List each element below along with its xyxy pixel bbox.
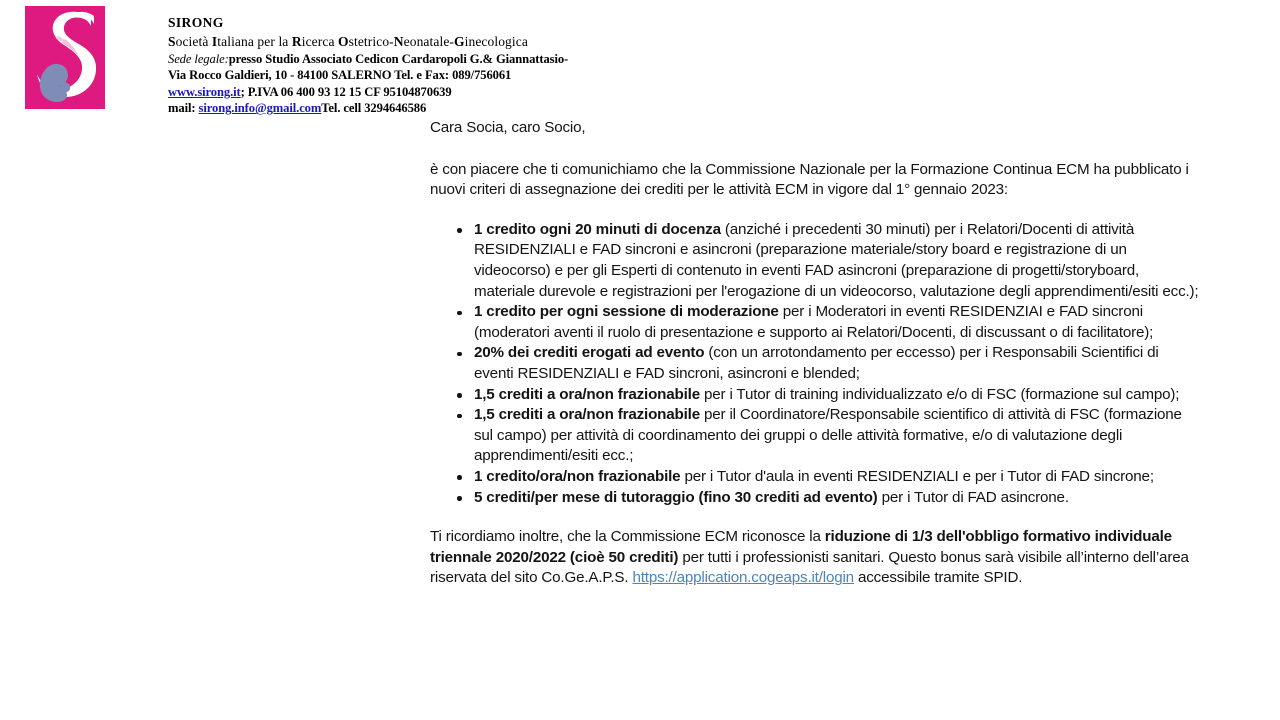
criteria-item [430,343,1202,384]
ecm-criteria-list [430,220,1202,508]
organization-details [168,14,728,117]
org-initial-10: G [454,33,465,49]
criteria-item [430,405,1202,467]
closing-text-before: Ti ricordiamo inoltre, che la Commissione ECM riconosce la [430,528,825,546]
criteria-detail: per i Tutor di training individualizzato e/o di FSC (formazione sul campo); [699,385,1180,403]
legal-seat-value: presso Studio Associato Cedicon Cardaropoli G.& Giannattasio- [228,52,569,67]
org-fullname [168,33,728,51]
org-legal-address [168,51,728,67]
org-acronym: SIRONG [168,15,224,30]
org-initial-8: N [393,33,404,49]
org-initial-0: S [168,33,176,49]
criteria-detail: per i Tutor d'aula in eventi RESIDENZIALI e per i Tutor di FAD sincrone; [680,467,1154,485]
org-word-1: ocietà [175,33,212,49]
cogeaps-login-link[interactable]: https://application.cogeaps.it/login [632,569,854,587]
legal-seat-label: Sede legale: [168,52,229,67]
org-initial-4: R [291,33,302,49]
letter-greeting: Cara Socia, caro Socio, [430,119,586,136]
criteria-lead: 1 credito ogni 20 minuti di docenza [474,220,721,238]
email-link[interactable]: sirong.info@gmail.com [198,101,322,116]
criteria-item [430,385,1202,406]
criteria-detail: per i Tutor di FAD asincrone. [877,488,1069,506]
letterhead [0,0,1280,118]
criteria-detail: per i Moderatori in eventi RESIDENZIAI e FAD sincroni (moderatori aventi il ruolo di presentazione e supporto ai Relatori/Docenti, di discussant o di facilitatore); [474,303,1154,341]
org-word-11: inecologica [464,33,528,49]
org-initial-6: O [338,33,349,49]
criteria-item [430,488,1202,509]
org-word-3: taliana per la [217,33,292,49]
criteria-lead: 1,5 crediti a ora/non frazionabile [474,385,700,403]
phone-text: Tel. cell 3294646586 [321,101,427,116]
sirong-logo [25,6,105,109]
org-web-vat [168,84,728,100]
criteria-item [430,302,1202,343]
vat-code-text: ; P.IVA 06 400 93 12 15 CF 95104870639 [240,84,452,99]
org-mail-phone [168,100,728,116]
criteria-lead: 20% dei crediti erogati ad evento [474,344,705,362]
org-word-9: eonatale- [403,33,455,49]
mail-label: mail: [168,101,196,116]
closing-highlight: riduzione di 1/3 dell'obbligo formativo individuale triennale 2020/2022 (cioè 50 crediti) [430,528,1172,566]
letter-body [430,118,1202,589]
criteria-detail: (anziché i precedenti 30 minuti) per i Relatori/Docenti di attività RESIDENZIALI e FAD sincroni e asincroni (preparazione materiale/story board e registrazione di un videocorso) e per gli Esperti di contenuto in eventi FAD asincroni (preparazione di progetti/storyboard, materiale durevole e registrazioni per l'erogazione di un videocorso, valutazione degli apprendimenti/esiti ecc.); [474,220,1199,300]
website-link[interactable]: www.sirong.it [168,84,241,99]
org-word-5: icerca [301,33,339,49]
criteria-lead: 1 credito/ora/non frazionabile [474,467,681,485]
criteria-lead: 5 crediti/per mese di tutoraggio (fino 30 crediti ad evento) [474,488,878,506]
org-street-address: Via Rocco Galdieri, 10 - 84100 SALERNO Tel. e Fax: 089/756061 [168,68,512,83]
letter-closing-paragraph [430,527,1202,589]
criteria-detail: per il Coordinatore/Responsabile scientifico di attività di FSC (formazione sul campo) per attività di coordinamento dei gruppi o delle attività formative, e/o di valutazione degli apprendimenti/esiti ecc.; [474,406,1182,465]
criteria-detail: (con un arrotondamento per eccesso) per i Responsabili Scientifici di eventi RESIDENZIALI e FAD sincroni, asincroni e blended; [474,344,1159,382]
criteria-lead: 1,5 crediti a ora/non frazionabile [474,406,700,424]
org-initial-2: I [211,33,218,49]
criteria-lead: 1 credito per ogni sessione di moderazione [474,303,779,321]
sirong-logo-graphic [25,6,105,109]
closing-text-after: per tutti i professionisti sanitari. Questo bonus sarà visibile all’interno dell’area riservata del sito Co.Ge.A.P.S. [430,548,1189,587]
letter-intro-paragraph: è con piacere che ti comunichiamo che la Commissione Nazionale per la Formazione Continua ECM ha pubblicato i nuovi criteri di assegnazione dei crediti per le attività ECM in vigore dal 1° gennaio 2023: [430,160,1189,199]
criteria-item [430,220,1202,302]
org-word-7: stetrico- [348,33,394,49]
criteria-item [430,467,1202,488]
closing-text-tail: accessibile tramite SPID. [853,569,1023,587]
